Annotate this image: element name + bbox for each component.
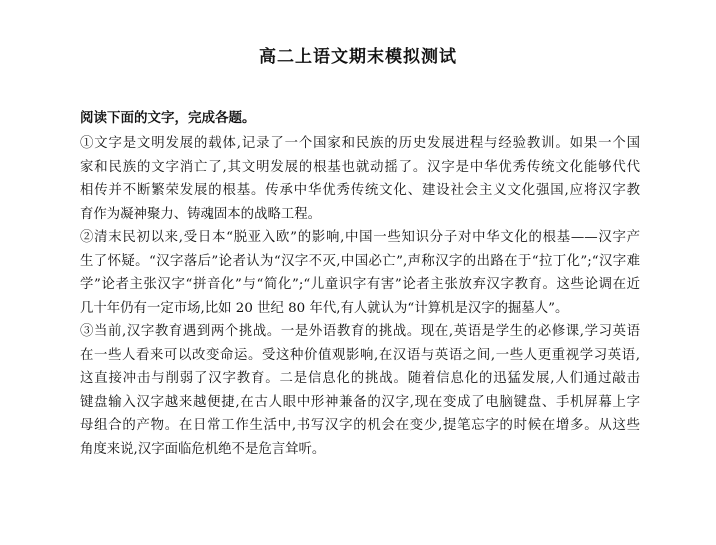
text-line: 键盘输入汉字越来越便捷,在古人眼中形神兼备的汉字,现在变成了电脑键盘、手机屏幕上字 bbox=[80, 394, 640, 410]
text-line: 育作为凝神聚力、铸魂固本的战略工程。 bbox=[80, 206, 322, 222]
text-line: ②清末民初以来,受日本“脱亚入欧”的影响,中国一些知识分子对中华文化的根基——汉字产 bbox=[80, 230, 640, 245]
text-line: 这直接冲击与削弱了汉字教育。二是信息化的挑战。随着信息化的迅猛发展,人们通过敲击 bbox=[80, 371, 640, 386]
text-line: ③当前,汉字教育遇到两个挑战。一是外语教育的挑战。现在,英语是学生的必修课,学习英语 bbox=[80, 324, 640, 339]
text-line: 相传并不断繁荣发展的根基。传承中华优秀传统文化、建设社会主义文化强国,应将汉字教 bbox=[80, 183, 640, 198]
passage-body bbox=[80, 132, 640, 461]
text-line: 角度来说,汉字面临危机绝不是危言耸听。 bbox=[80, 441, 326, 457]
text-line: 学”论者主张汉字“拼音化”与“简化”;“儿童识字有害”论者主张放弃汉字教育。这些论调在近 bbox=[80, 277, 640, 292]
document-title: 高二上语文期末模拟测试 bbox=[259, 47, 457, 67]
text-line: 几十年仍有一定市场,比如 20 世纪 80 年代,有人就认为“计算机是汉字的掘墓人”。 bbox=[80, 300, 569, 316]
text-line: 在一些人看来可以改变命运。受这种价值观影响,在汉语与英语之间,一些人更重视学习英语, bbox=[80, 347, 640, 363]
section-heading: 阅读下面的文字，完成各题。 bbox=[80, 110, 256, 126]
text-line: 家和民族的文字消亡了,其文明发展的根基也就动摇了。汉字是中华优秀传统文化能够代代 bbox=[80, 159, 640, 175]
text-line: 生了怀疑。“汉字落后”论者认为“汉字不灭,中国必亡”,声称汉字的出路在于“拉丁化”;“汉字难 bbox=[80, 253, 640, 269]
text-line: ①文字是文明发展的载体,记录了一个国家和民族的历史发展进程与经验教训。如果一个国 bbox=[80, 136, 640, 151]
text-line: 母组合的产物。在日常工作生活中,书写汉字的机会在变少,提笔忘字的时候在增多。从这些 bbox=[80, 418, 640, 433]
